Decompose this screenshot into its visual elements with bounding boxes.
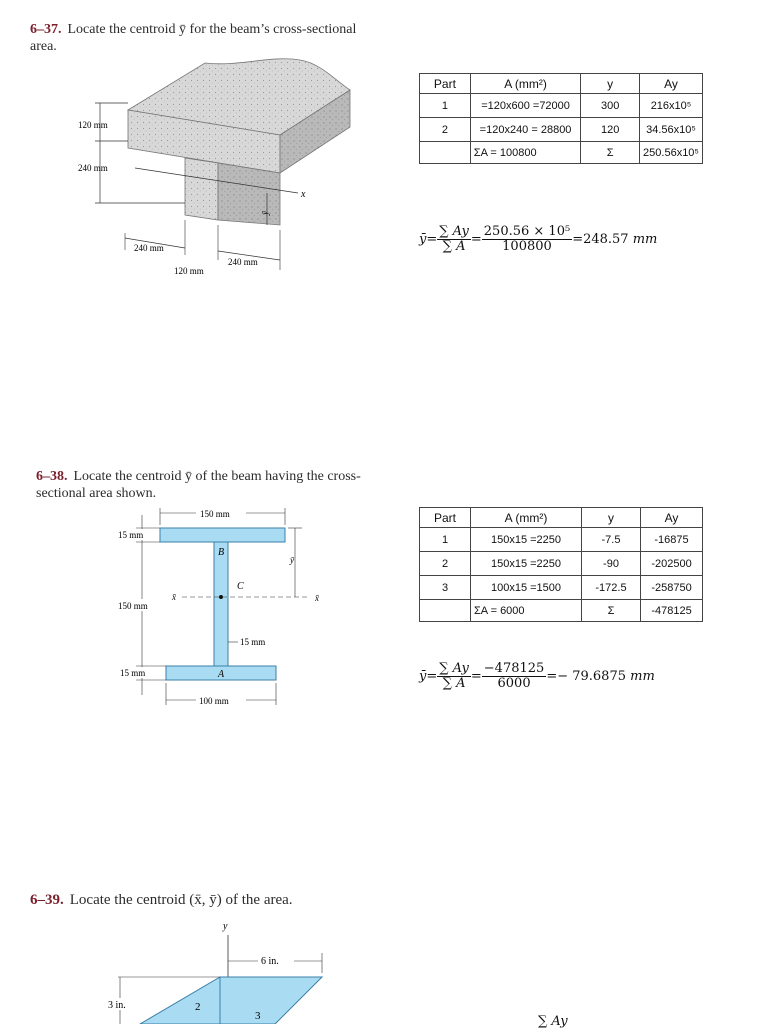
fraction-numerator: ∑ Ay: [439, 661, 469, 676]
part-label-3: 3: [255, 1010, 261, 1022]
cell: ΣA = 100800: [470, 142, 581, 164]
t-beam-figure: [70, 55, 370, 285]
dim-3in: 3 in.: [108, 1000, 126, 1011]
table-header-row: [420, 508, 703, 528]
fraction-denominator: ∑ A: [442, 676, 466, 691]
composite-area: [140, 977, 322, 1024]
cell: 2: [420, 552, 471, 576]
table-6-38: [419, 507, 703, 622]
part-label-2: 2: [195, 1001, 201, 1013]
fraction-denominator: 100800: [502, 239, 552, 254]
cell: -478125: [641, 600, 703, 622]
cell: -202500: [641, 552, 703, 576]
trapezoid-figure: [100, 915, 350, 1024]
col-header-ay: Ay: [640, 74, 703, 94]
cell: =120x600 =72000: [470, 94, 581, 118]
problem-text-continued: area.: [30, 39, 57, 54]
problem-text: Locate the centroid (x̄, ȳ) of the area.: [69, 892, 293, 908]
formula-equals: =: [470, 232, 482, 247]
cell: -172.5: [582, 576, 641, 600]
cell: 1: [420, 94, 471, 118]
dim-15mm-bottom: 15 mm: [120, 668, 146, 678]
cell: 100x15 =1500: [471, 576, 582, 600]
cell: 120: [581, 118, 640, 142]
x-axis-label: x: [301, 189, 306, 200]
centroid-formula-6-38: [419, 662, 655, 691]
partial-formula-6-39: [538, 1014, 568, 1029]
problem-number: 6–39.: [30, 892, 64, 908]
label-c: C: [237, 581, 244, 592]
web-side-face: [218, 163, 280, 225]
problem-6-37-heading: [30, 21, 410, 55]
cell: -258750: [641, 576, 703, 600]
fraction-denominator: 6000: [497, 676, 531, 691]
col-header-part: Part: [420, 74, 471, 94]
table-row: [420, 118, 703, 142]
cell: -90: [582, 552, 641, 576]
fraction-numerator: 250.56 × 10⁵: [483, 224, 571, 239]
formula-unit: mm: [630, 669, 655, 684]
table-total-row: [420, 600, 703, 622]
dim-240mm-left: 240 mm: [78, 163, 108, 173]
centroid-formula-6-37: [419, 225, 657, 254]
formula-result: =248.57: [572, 232, 629, 247]
problem-number: 6–38.: [36, 469, 68, 484]
fraction-values: [482, 225, 572, 254]
fraction-sum: [437, 225, 471, 254]
fraction-values: [482, 662, 547, 691]
problem-number: 6–37.: [30, 22, 62, 37]
table-header-row: [420, 74, 703, 94]
col-header-y: y: [582, 508, 641, 528]
label-b: B: [218, 547, 225, 558]
cell: Σ: [582, 600, 641, 622]
dim-100mm-bottom: 100 mm: [199, 696, 229, 706]
ybar-label: ȳ: [260, 211, 270, 215]
dim-120mm-bottom: 120 mm: [174, 266, 204, 276]
web-front-face: [185, 158, 218, 220]
problem-6-39-heading: [30, 892, 430, 909]
formula-result: =− 79.6875: [546, 669, 626, 684]
cell: Σ: [581, 142, 640, 164]
table-6-37: [419, 73, 703, 164]
cell: -7.5: [582, 528, 641, 552]
cell: [420, 142, 471, 164]
dim-15mm-web: 15 mm: [240, 637, 266, 647]
table-row: [420, 94, 703, 118]
fraction-numerator: ∑ Ay: [439, 224, 469, 239]
cell: ΣA = 6000: [471, 600, 582, 622]
cell: 300: [581, 94, 640, 118]
y-axis-label: y: [223, 921, 228, 932]
cell: -16875: [641, 528, 703, 552]
problem-text-continued: sectional area shown.: [36, 486, 157, 501]
xbar-left-label: x̄: [172, 592, 176, 602]
fraction-sum: [437, 662, 471, 691]
col-header-area: A (mm²): [470, 74, 581, 94]
dim-150mm-top: 150 mm: [200, 509, 230, 519]
formula-lhs: ȳ=: [419, 232, 438, 247]
table-row: [420, 552, 703, 576]
dim-6in: 6 in.: [261, 956, 279, 967]
ybar-label: ȳ: [290, 555, 294, 565]
top-flange: [160, 528, 285, 542]
fraction-denominator: ∑ A: [442, 239, 466, 254]
dim-240mm-bottom-right: 240 mm: [228, 257, 258, 267]
col-header-ay: Ay: [641, 508, 703, 528]
cell: 1: [420, 528, 471, 552]
cell: 250.56x10⁵: [640, 142, 703, 164]
dim-15mm-top: 15 mm: [118, 530, 144, 540]
table-row: [420, 528, 703, 552]
cell: =120x240 = 28800: [470, 118, 581, 142]
cell: [420, 600, 471, 622]
fraction-numerator: −478125: [483, 661, 545, 676]
cell: 34.56x10⁵: [640, 118, 703, 142]
problem-text: Locate the centroid ȳ for the beam’s cross-sectional: [67, 22, 357, 37]
cell: 216x10⁵: [640, 94, 703, 118]
table-total-row: [420, 142, 703, 164]
dim-240mm-bottom-left: 240 mm: [134, 243, 164, 253]
dim-120mm-left: 120 mm: [78, 120, 108, 130]
formula-equals: =: [470, 669, 482, 684]
cell: 2: [420, 118, 471, 142]
formula-unit: mm: [632, 232, 658, 247]
dim-150mm-left: 150 mm: [118, 601, 148, 611]
partial-formula-text: ∑ Ay: [538, 1014, 568, 1029]
cell: 150x15 =2250: [471, 528, 582, 552]
web: [214, 542, 228, 666]
col-header-y: y: [581, 74, 640, 94]
problem-6-38-heading: [36, 468, 426, 502]
table-row: [420, 576, 703, 600]
problem-text: Locate the centroid ȳ of the beam having the cross-: [73, 469, 361, 484]
label-a: A: [218, 669, 225, 680]
col-header-area: A (mm²): [471, 508, 582, 528]
i-beam-figure: [110, 505, 340, 715]
cell: 3: [420, 576, 471, 600]
cell: 150x15 =2250: [471, 552, 582, 576]
xbar-right-label: x̄: [315, 593, 319, 603]
col-header-part: Part: [420, 508, 471, 528]
formula-lhs: ȳ=: [419, 669, 438, 684]
